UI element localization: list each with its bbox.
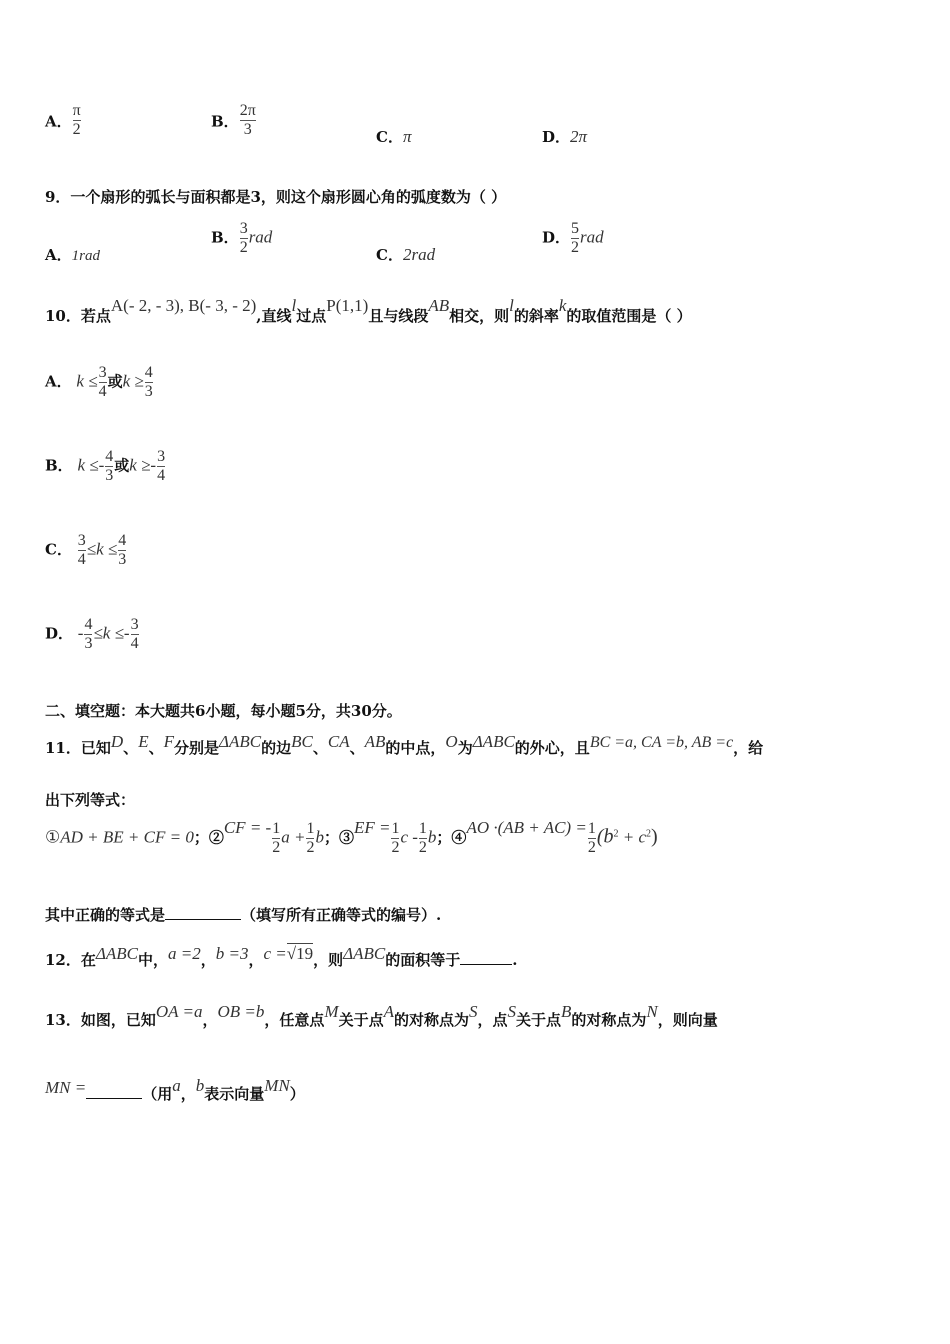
math-expression: AB	[364, 732, 386, 751]
fraction	[306, 820, 314, 857]
math-expression: A	[383, 1002, 394, 1021]
stem-text: 过点	[296, 307, 327, 325]
radicand: 19	[296, 944, 314, 963]
superscript: 2	[646, 828, 652, 840]
math-expression: MN =	[45, 1078, 87, 1097]
math-expression: (b	[596, 825, 614, 848]
math-expression: b	[427, 827, 437, 847]
option-label: A．	[45, 372, 72, 391]
denominator: 3	[118, 551, 127, 568]
q10-option-a	[45, 364, 154, 401]
denominator: 2	[418, 839, 427, 856]
or-text: 或	[114, 456, 130, 475]
denominator: 4	[157, 467, 166, 484]
fraction	[105, 448, 113, 485]
separator: 、	[349, 739, 365, 757]
math-expression: ΔABC	[219, 732, 262, 751]
stem-text: ,直线	[256, 307, 292, 325]
stem-text: （用	[142, 1085, 173, 1103]
denominator: 4	[98, 383, 107, 400]
denominator: 2	[272, 839, 281, 856]
question-number: 11．	[45, 739, 81, 757]
q10-option-d	[45, 616, 140, 653]
math-expression: ΔABC	[95, 944, 138, 963]
stem-text: 已知	[80, 739, 111, 757]
math-expression: MN	[264, 1076, 290, 1095]
math-expression: ΔABC	[343, 944, 386, 963]
option-label: D．	[45, 624, 74, 643]
equation-1: AD + BE + CF = 0	[60, 827, 194, 847]
stem-text: 分别是	[173, 739, 219, 757]
denominator: 4	[130, 635, 139, 652]
stem-text: .	[512, 951, 518, 969]
fraction	[588, 820, 596, 857]
fraction	[391, 820, 399, 857]
q10-stem	[45, 296, 692, 326]
stem-text: 相交，则	[449, 307, 510, 325]
math-expression: OA =a	[155, 1002, 203, 1021]
stem-text: （填写所有正确等式的编号）.	[241, 906, 442, 924]
math-expression: E	[138, 732, 149, 751]
fraction	[571, 220, 579, 257]
separator: ，	[200, 951, 216, 969]
fraction	[272, 820, 280, 857]
stem-text: 中，	[137, 951, 168, 969]
fraction	[99, 364, 107, 401]
denominator: 2	[391, 839, 400, 856]
denominator: 2	[72, 121, 81, 138]
math-expression: CA	[327, 732, 350, 751]
stem-text: 若点	[80, 307, 111, 325]
stem-text: 的斜率	[513, 307, 559, 325]
numerator: 1	[418, 820, 427, 837]
option-label: D．	[542, 228, 571, 247]
math-expression: D	[110, 732, 124, 751]
math-expression: k ≤	[76, 371, 98, 391]
math-expression: l	[291, 296, 297, 315]
numerator: 2π	[239, 102, 256, 119]
stem-text: ，则向量	[657, 1011, 718, 1029]
denominator: 4	[77, 551, 86, 568]
q9-option-c	[376, 244, 435, 265]
separator: ，	[202, 1011, 218, 1029]
option-label: C．	[376, 246, 403, 264]
math-expression: BC =a, CA =b, AB =c	[589, 734, 734, 751]
q11-answer-line	[45, 904, 441, 925]
math-expression: M	[324, 1002, 339, 1021]
stem-text: 的面积等于	[385, 951, 461, 969]
q8-option-b	[211, 104, 257, 141]
answer-blank[interactable]	[165, 905, 241, 920]
numerator: 3	[157, 448, 166, 465]
option-label: D．	[542, 128, 571, 146]
math-expression: S	[507, 1002, 516, 1021]
math-expression: π	[402, 127, 412, 146]
numerator: 4	[118, 532, 127, 549]
denominator: 3	[144, 383, 153, 400]
option-label: B．	[45, 456, 73, 475]
stem-text: 关于点	[338, 1011, 384, 1029]
math-expression: EF =	[353, 817, 391, 837]
q12-stem	[45, 944, 518, 970]
numerator: π	[72, 102, 81, 119]
stem-text: 表示向量	[204, 1085, 265, 1103]
math-expression: k ≥-	[129, 455, 157, 475]
q9-option-b	[211, 220, 272, 257]
q11-equations	[45, 817, 658, 857]
q9-stem: 9．一个扇形的弧长与面积都是3，则这个扇形圆心角的弧度数为（ ）	[45, 188, 507, 206]
math-expression: b =3	[215, 944, 249, 963]
q11-stem-line2: 出下列等式：	[45, 791, 136, 809]
numerator: 4	[84, 616, 93, 633]
math-expression: CF = -	[223, 817, 272, 837]
separator: ，	[180, 1085, 196, 1103]
separator: ；②	[193, 828, 224, 847]
option-label: A．	[45, 246, 72, 264]
numerator: 5	[571, 220, 580, 237]
separator: 、	[312, 739, 328, 757]
superscript: 2	[613, 828, 619, 840]
fraction	[145, 364, 153, 401]
denominator: 3	[84, 635, 93, 652]
denominator: 3	[243, 121, 252, 138]
math-expression: 1rad	[71, 248, 100, 264]
option-label: B．	[211, 112, 239, 131]
math-expression: OB =b	[217, 1002, 265, 1021]
question-number: 10．	[45, 307, 81, 325]
fraction	[131, 616, 139, 653]
stem-text: 为	[457, 739, 473, 757]
fraction	[84, 616, 92, 653]
math-expression: O	[445, 732, 458, 751]
denominator: 3	[105, 467, 114, 484]
stem-text: 的外心，且	[514, 739, 590, 757]
math-expression: F	[163, 732, 174, 751]
q10-option-c	[45, 532, 127, 569]
math-expression: ≤k ≤-	[93, 623, 130, 643]
math-expression: b	[195, 1076, 205, 1095]
fraction	[240, 102, 256, 139]
stem-text: 的对称点为	[393, 1011, 469, 1029]
stem-text: 且与线段	[368, 307, 429, 325]
circled-number: ①	[45, 827, 61, 847]
fraction	[157, 448, 165, 485]
stem-text: ，任意点	[264, 1011, 325, 1029]
stem-text: 的对称点为	[571, 1011, 647, 1029]
option-label: A．	[45, 112, 72, 131]
numerator: 3	[77, 532, 86, 549]
math-expression: b	[315, 827, 324, 847]
numerator: 1	[306, 820, 315, 837]
q8-option-d	[542, 126, 587, 147]
q11-stem	[45, 732, 764, 758]
math-expression: k ≤-	[77, 455, 105, 475]
numerator: 3	[98, 364, 107, 381]
numerator: 4	[105, 448, 114, 465]
math-expression: c =	[263, 944, 287, 963]
fraction	[78, 532, 86, 569]
q8-option-a	[45, 104, 82, 141]
q8-option-c	[376, 126, 411, 147]
q9-option-d	[542, 220, 604, 257]
question-number: 13．	[45, 1011, 81, 1029]
math-expression: k	[558, 296, 567, 315]
stem-text: ，点	[477, 1011, 508, 1029]
section-heading: 二、填空题：本大题共6小题，每小题5分，共30分。	[45, 702, 402, 720]
q9-option-a	[45, 244, 100, 265]
math-expression: ΔABC	[472, 732, 515, 751]
separator: 、	[123, 739, 139, 757]
math-expression: P(1,1)	[326, 296, 369, 315]
fraction	[118, 532, 126, 569]
denominator: 2	[571, 239, 580, 256]
numerator: 1	[587, 820, 596, 837]
math-expression: 2rad	[402, 245, 436, 264]
numerator: 3	[130, 616, 139, 633]
numerator: 4	[144, 364, 153, 381]
stem-text: ，则	[313, 951, 344, 969]
q13-answer-line	[45, 1076, 305, 1104]
option-label: C．	[45, 540, 72, 559]
math-expression: a +	[281, 827, 306, 847]
math-expression: B	[561, 1002, 572, 1021]
math-expression: a	[172, 1076, 181, 1095]
math-expression: + c	[618, 827, 647, 847]
question-number: 12．	[45, 951, 81, 969]
denominator: 2	[239, 239, 248, 256]
fraction	[240, 220, 248, 257]
fraction	[419, 820, 427, 857]
numerator: 3	[239, 220, 248, 237]
separator: ；④	[436, 828, 467, 847]
q13-stem	[45, 1002, 718, 1030]
math-expression: rad	[248, 227, 273, 247]
option-label: C．	[376, 128, 403, 146]
q10-option-b	[45, 448, 166, 485]
math-expression: 2π	[570, 127, 588, 146]
math-expression: c -	[400, 827, 418, 847]
fraction	[73, 102, 81, 139]
stem-text: 关于点	[516, 1011, 562, 1029]
math-expression: AB	[428, 296, 450, 315]
math-expression: N	[646, 1002, 658, 1021]
stem-text: 如图，已知	[80, 1011, 156, 1029]
math-expression: S	[468, 1002, 478, 1021]
stem-text: ，给	[733, 739, 764, 757]
option-label: B．	[211, 228, 239, 247]
math-expression: )	[651, 825, 658, 848]
stem-text: 的取值范围是（ ）	[566, 307, 692, 325]
or-text: 或	[107, 372, 123, 391]
numerator: 1	[272, 820, 281, 837]
separator: ；③	[323, 828, 354, 847]
math-expression: AO ·(AB + AC) =	[466, 817, 587, 837]
square-root: √19	[286, 944, 314, 963]
math-expression: -	[77, 623, 84, 643]
separator: ，	[248, 951, 264, 969]
stem-text: 其中正确的等式是	[45, 906, 166, 924]
math-expression: a =2	[168, 944, 201, 963]
separator: 、	[148, 739, 164, 757]
stem-text: ）	[289, 1085, 305, 1103]
denominator: 2	[306, 839, 315, 856]
denominator: 2	[587, 839, 596, 856]
answer-blank[interactable]	[460, 950, 512, 965]
math-expression: k ≥	[122, 371, 144, 391]
math-expression: BC	[291, 732, 313, 751]
stem-text: 的中点，	[385, 739, 446, 757]
answer-blank[interactable]	[86, 1084, 142, 1099]
stem-text: 在	[80, 951, 96, 969]
math-expression: rad	[580, 227, 604, 247]
math-expression: l	[509, 296, 514, 315]
stem-text: 的边	[261, 739, 292, 757]
numerator: 1	[391, 820, 400, 837]
math-expression: A(- 2, - 3), B(- 3, - 2)	[110, 296, 257, 315]
math-expression: ≤k ≤	[86, 539, 118, 559]
